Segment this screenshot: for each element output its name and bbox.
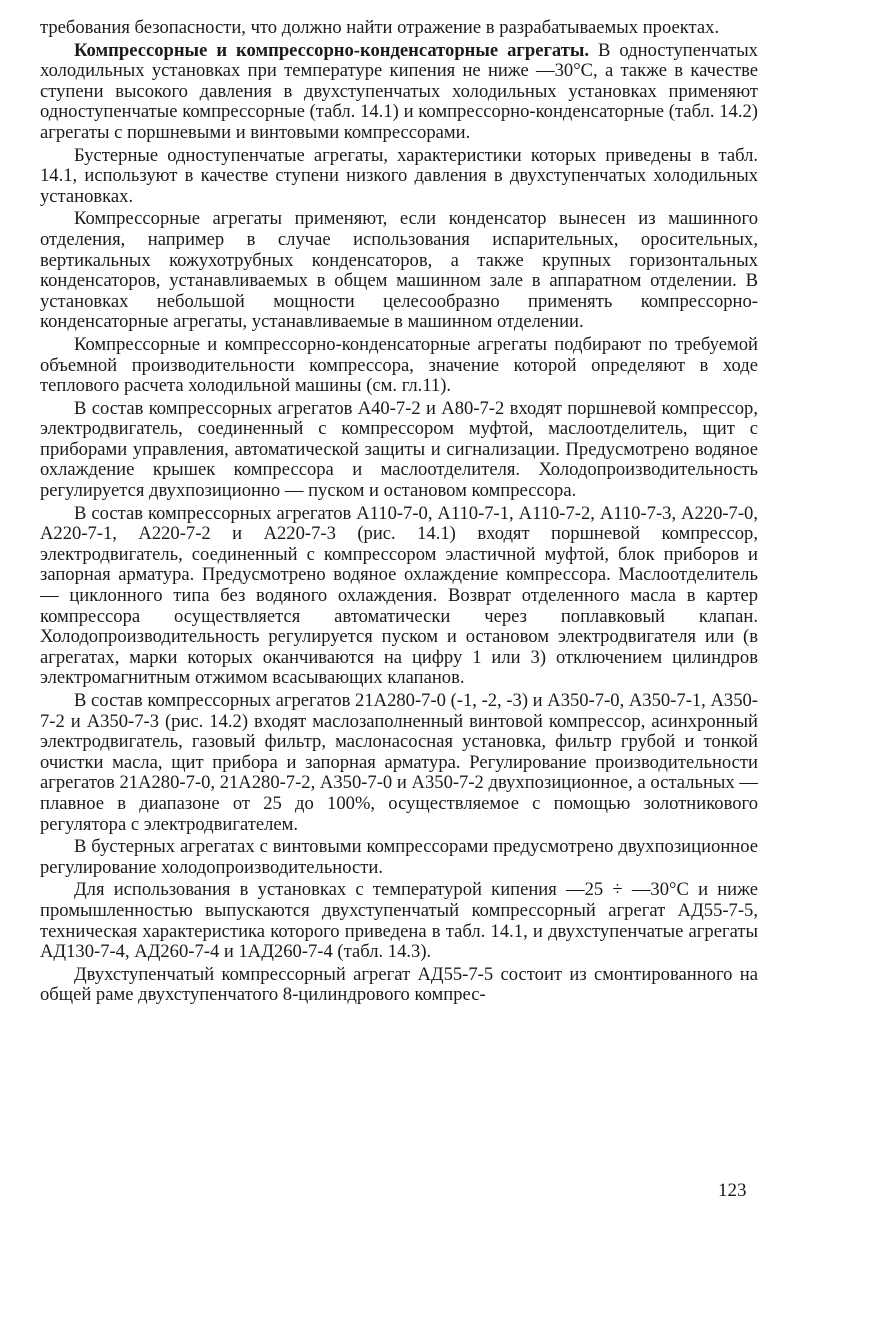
paragraph-0 <box>40 18 758 39</box>
paragraph-7 <box>40 691 758 835</box>
paragraph-7-text: В состав компрессорных агрегатов 21А280-7-0 (-1, -2, -3) и А350-7-0, А350-7-1, А350-7-2 и А350-7-3 (рис. 14.2) входят маслозаполненный винтовой компрессор, асинхронный электродвигатель, газовый фильтр, маслонасосная установка, фильтр грубой и тонкой очистки масла, щит прибора и запорная арматура. Регулирование производительности агрегатов 21А280-7-0, 21А280-7-2, А350-7-0 и А350-7-2 двухпозиционное, а остальных — плавное в диапазоне от 25 до 100%, осуществляемое с помощью золотникового регулятора с электродвигателем. <box>40 690 758 835</box>
paragraph-5 <box>40 399 758 502</box>
paragraph-8-text: В бустерных агрегатах с винтовыми компрессорами предусмотрено двухпозиционное регулирование холодопроизводительности. <box>40 836 758 878</box>
paragraph-9-text: Для использования в установках с температурой кипения —25 ÷ —30°С и ниже промышленностью выпускаются двухступенчатый компрессорный агрегат АД55-7-5, техническая характеристика которого приведена в табл. 14.1, и двухступенчатые агрегаты АД130-7-4, АД260-7-4 и 1АД260-7-4 (табл. 14.3). <box>40 879 758 963</box>
paragraph-0-text: требования безопасности, что должно найти отражение в разрабатываемых проектах. <box>40 17 720 38</box>
paragraph-1 <box>40 41 758 144</box>
paragraph-1-text: В одноступенчатых холодильных установках при температуре кипения не ниже —30°С, а также в качестве ступени высокого давления в двухступенчатых холодильных установках применяют одноступенчатые компрессорные (табл. 14.1) и компрессорно-конденсаторные (табл. 14.2) агрегаты с поршневыми и винтовыми компрессорами. <box>40 39 758 143</box>
paragraph-4 <box>40 335 758 397</box>
paragraph-3-text: Компрессорные агрегаты применяют, если конденсатор вынесен из машинного отделения, например в случае использования испарительных, оросительных, вертикальных кожухотрубных конденсаторов, а также крупных горизонтальных конденсаторов, устанавливаемых в общем машинном зале в аппаратном отделении. В установках небольшой мощности целесообразно применять компрессорно-конденсаторные агрегаты, устанавливаемые в машинном отделении. <box>40 208 758 333</box>
paragraph-6-text: В состав компрессорных агрегатов А110-7-0, А110-7-1, А110-7-2, А110-7-3, А220-7-0, А220-7-1, А220-7-2 и А220-7-3 (рис. 14.1) входят поршневой компрессор, электродвигатель, соединенный с компрессором эластичной муфтой, блок приборов и запорная арматура. Предусмотрено водяное охлаждение компрессора. Маслоотделитель — циклонного типа без водяного охлаждения. Возврат отделенного масла в картер компрессора осуществляется автоматически через поплавковый клапан. Холодопроизводительность регулируется пуском и остановом электродвигателя или (в агрегатах, марки которых оканчиваются на цифру 1 или 3) отключением цилиндров электромагнитным отжимом всасывающих клапанов. <box>40 502 758 689</box>
paragraph-10 <box>40 965 758 1006</box>
paragraph-2-text: Бустерные одноступенчатые агрегаты, характеристики которых приведены в табл. 14.1, используют в качестве ступени низкого давления в двухступенчатых холодильных установках. <box>40 144 758 207</box>
paragraph-2 <box>40 146 758 208</box>
page-text <box>40 18 758 1008</box>
section-heading: Компрессорные и компрессорно-конденсаторные агрегаты. <box>74 39 590 61</box>
paragraph-6 <box>40 504 758 689</box>
paragraph-4-text: Компрессорные и компрессорно-конденсаторные агрегаты подбирают по требуемой объемной производительности компрессора, значение которой определяют в ходе теплового расчета холодильной машины (см. гл.11). <box>40 333 758 397</box>
page-number: 123 <box>718 1180 747 1201</box>
paragraph-8 <box>40 837 758 878</box>
paragraph-3 <box>40 209 758 333</box>
paragraph-5-text: В состав компрессорных агрегатов А40-7-2 и А80-7-2 входят поршневой компрессор, электродвигатель, соединенный с компрессором муфтой, маслоотделитель, щит с приборами управления, автоматической защиты и сигнализации. Предусмотрено водяное охлаждение крышек компрессора и маслоотделителя. Холодопроизводительность регулируется двухпозиционно — пуском и остановом компрессора. <box>40 397 758 502</box>
paragraph-10-text: Двухступенчатый компрессорный агрегат АД55-7-5 состоит из смонтированного на общей раме двухступенчатого 8-цилиндрового компрес- <box>40 963 758 1006</box>
paragraph-9 <box>40 880 758 962</box>
